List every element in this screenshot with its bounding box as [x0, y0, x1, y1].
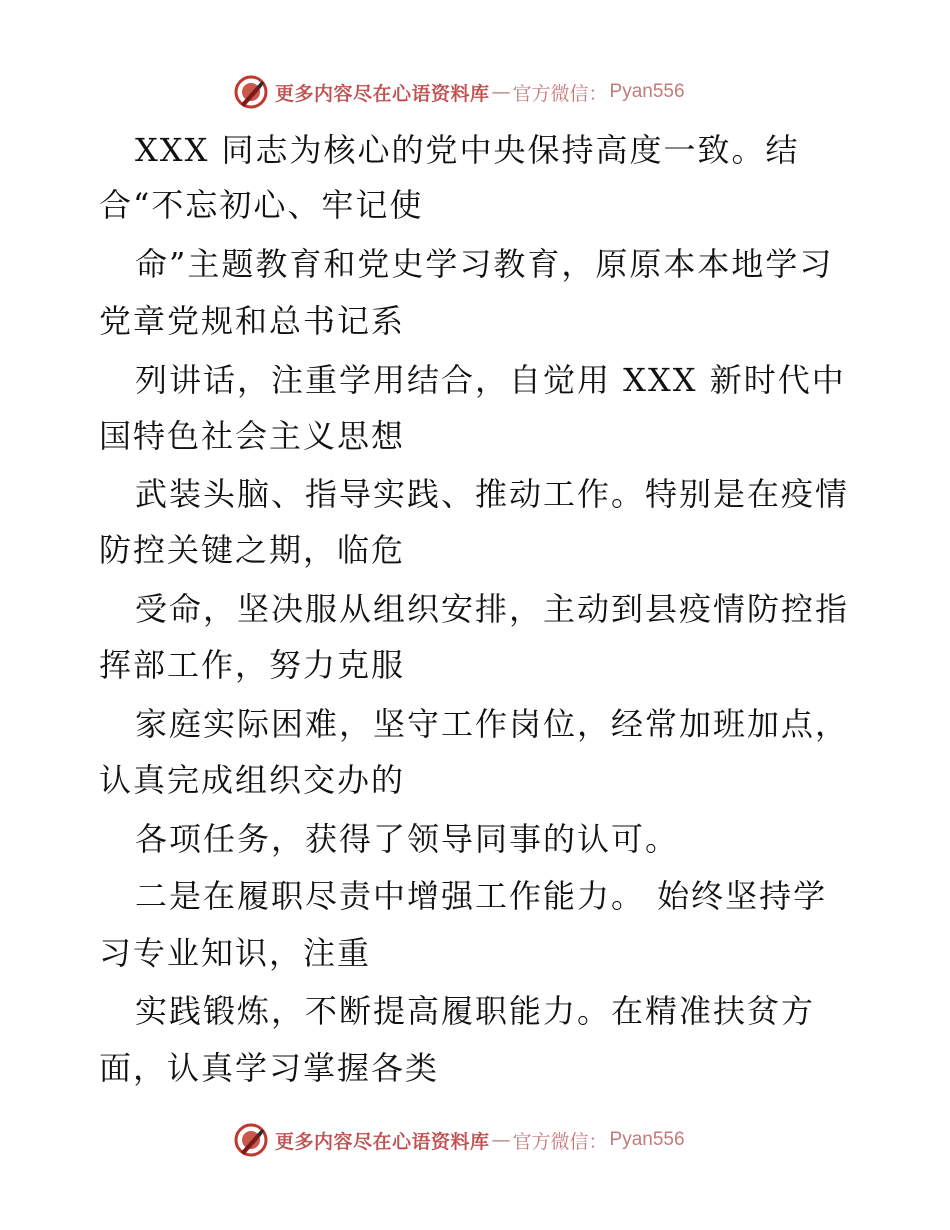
- header-watermark: [233, 72, 685, 112]
- text-line-6: 国特色社会主义思想: [99, 417, 406, 455]
- watermark-label: 官方微信：: [512, 82, 608, 105]
- watermark-handle: Pyan556: [609, 81, 685, 102]
- text-line-15: 习专业知识，注重: [99, 934, 372, 972]
- watermark-separator: —: [491, 1129, 511, 1151]
- text-line-9: 受命，坚决服从组织安排，主动到县疫情防控指: [135, 590, 850, 628]
- watermark-label: 官方微信：: [512, 1130, 608, 1153]
- text-line-5: 列讲话，注重学用结合，自觉用 XXX 新时代中: [135, 361, 846, 399]
- text-line-8: 防控关键之期，临危: [99, 531, 406, 569]
- footer-watermark: [233, 1120, 685, 1160]
- text-line-12: 认真完成组织交办的: [99, 761, 406, 799]
- text-line-14: 二是在履职尽责中增强工作能力。 始终坚持学: [135, 877, 828, 915]
- text-line-1: XXX 同志为核心的党中央保持高度一致。结: [135, 131, 800, 169]
- text-line-3: 命”主题教育和党史学习教育，原原本本地学习: [135, 245, 834, 283]
- watermark-separator: —: [491, 81, 511, 103]
- watermark-brand-text: 更多内容尽在心语资料库: [275, 1130, 490, 1153]
- text-line-7: 武装头脑、指导实践、推动工作。特别是在疫情: [135, 475, 850, 513]
- text-line-2: 合“不忘初心、牢记使: [99, 186, 424, 224]
- text-line-4: 党章党规和总书记系: [99, 302, 406, 340]
- watermark-handle: Pyan556: [609, 1129, 685, 1150]
- text-line-16: 实践锻炼，不断提高履职能力。在精准扶贫方: [135, 992, 816, 1030]
- text-line-13: 各项任务，获得了领导同事的认可。: [135, 820, 680, 858]
- watermark-brand-text: 更多内容尽在心语资料库: [275, 82, 490, 105]
- text-line-17: 面，认真学习掌握各类: [99, 1049, 440, 1087]
- text-line-10: 挥部工作，努力克服: [99, 646, 406, 684]
- text-line-11: 家庭实际困难，坚守工作岗位，经常加班加点，: [135, 705, 850, 743]
- red-circular-logo-icon: [233, 1122, 269, 1158]
- red-circular-logo-icon: [233, 74, 269, 110]
